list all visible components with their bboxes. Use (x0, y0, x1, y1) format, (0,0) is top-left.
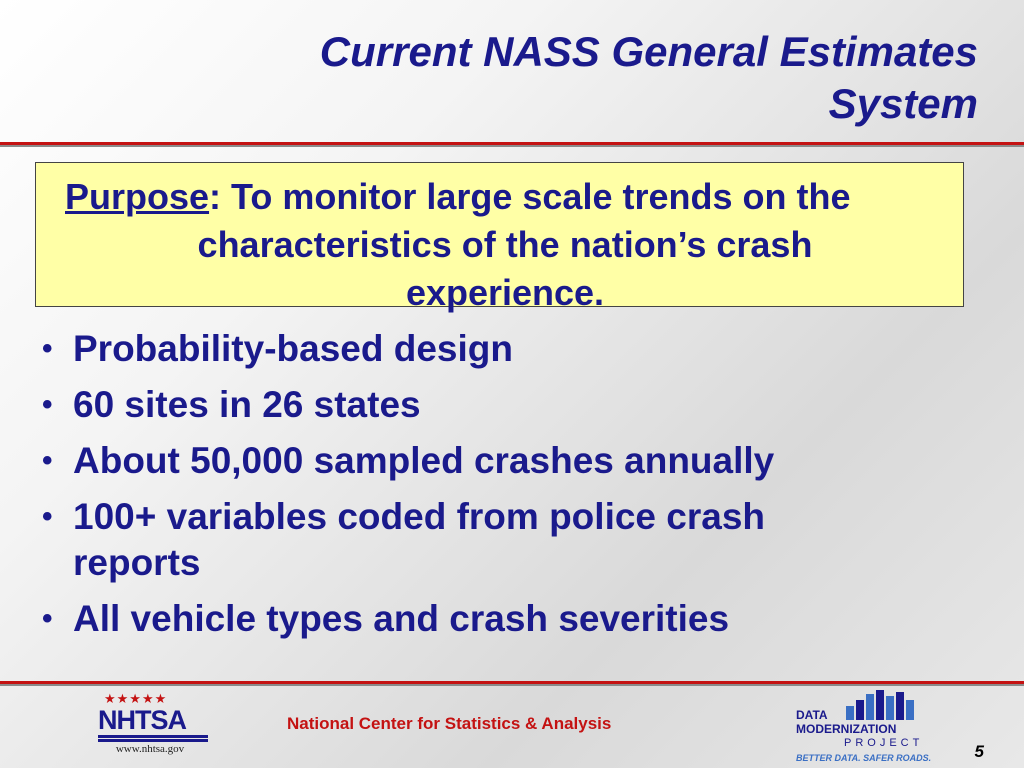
bullet-text: All vehicle types and crash severities (73, 598, 730, 639)
bullet-dot-icon: • (42, 602, 53, 635)
bullet-text: 100+ variables coded from police crash reports (73, 496, 766, 583)
footer-center-text: National Center for Statistics & Analysis (287, 714, 612, 733)
bullet-dot-icon: • (42, 500, 53, 533)
slide-title (78, 26, 978, 130)
purpose-text-line1: : To monitor large scale trends on the (209, 176, 851, 217)
dm-line3: PROJECT (844, 737, 924, 749)
page-number: 5 (974, 742, 984, 761)
purpose-label: Purpose (65, 176, 210, 217)
title-divider-shadow (0, 145, 1024, 147)
bullet-dot-icon: • (42, 388, 53, 421)
stars-icon: ★★★★★ (104, 691, 168, 706)
bullet-dot-icon: • (42, 332, 53, 365)
slide-title-line2: System (828, 80, 978, 127)
bullet-item (42, 326, 992, 372)
bullet-dot-icon: • (42, 444, 53, 477)
bullet-list (42, 326, 992, 652)
purpose-text-line3: experience. (405, 272, 605, 313)
purpose-box (35, 162, 964, 313)
dm-logo-text (796, 708, 896, 736)
nhtsa-wordmark: NHTSA (98, 705, 186, 735)
purpose-line1 (65, 173, 945, 221)
nhtsa-logo (98, 692, 212, 758)
logo-bar (98, 739, 208, 742)
data-modernization-logo (796, 690, 932, 766)
dm-line1: DATA (796, 708, 828, 722)
nhtsa-url: www.nhtsa.gov (115, 743, 185, 755)
dm-line2: MODERNIZATION (796, 722, 897, 736)
bullet-item (42, 382, 992, 428)
purpose-text-line2: characteristics of the nation’s crash (197, 224, 813, 265)
bullet-text: About 50,000 sampled crashes annually (73, 440, 775, 481)
bullet-item (42, 438, 992, 484)
logo-bar (98, 735, 208, 738)
bullet-item (42, 494, 992, 586)
bullet-item (42, 596, 992, 642)
slide-title-line1: Current NASS General Estimates (319, 28, 978, 75)
bullet-text: 60 sites in 26 states (73, 384, 421, 425)
footer-divider-shadow (0, 684, 1024, 686)
dm-tagline: BETTER DATA. SAFER ROADS. (796, 753, 932, 763)
bullet-text: Probability-based design (73, 328, 513, 369)
